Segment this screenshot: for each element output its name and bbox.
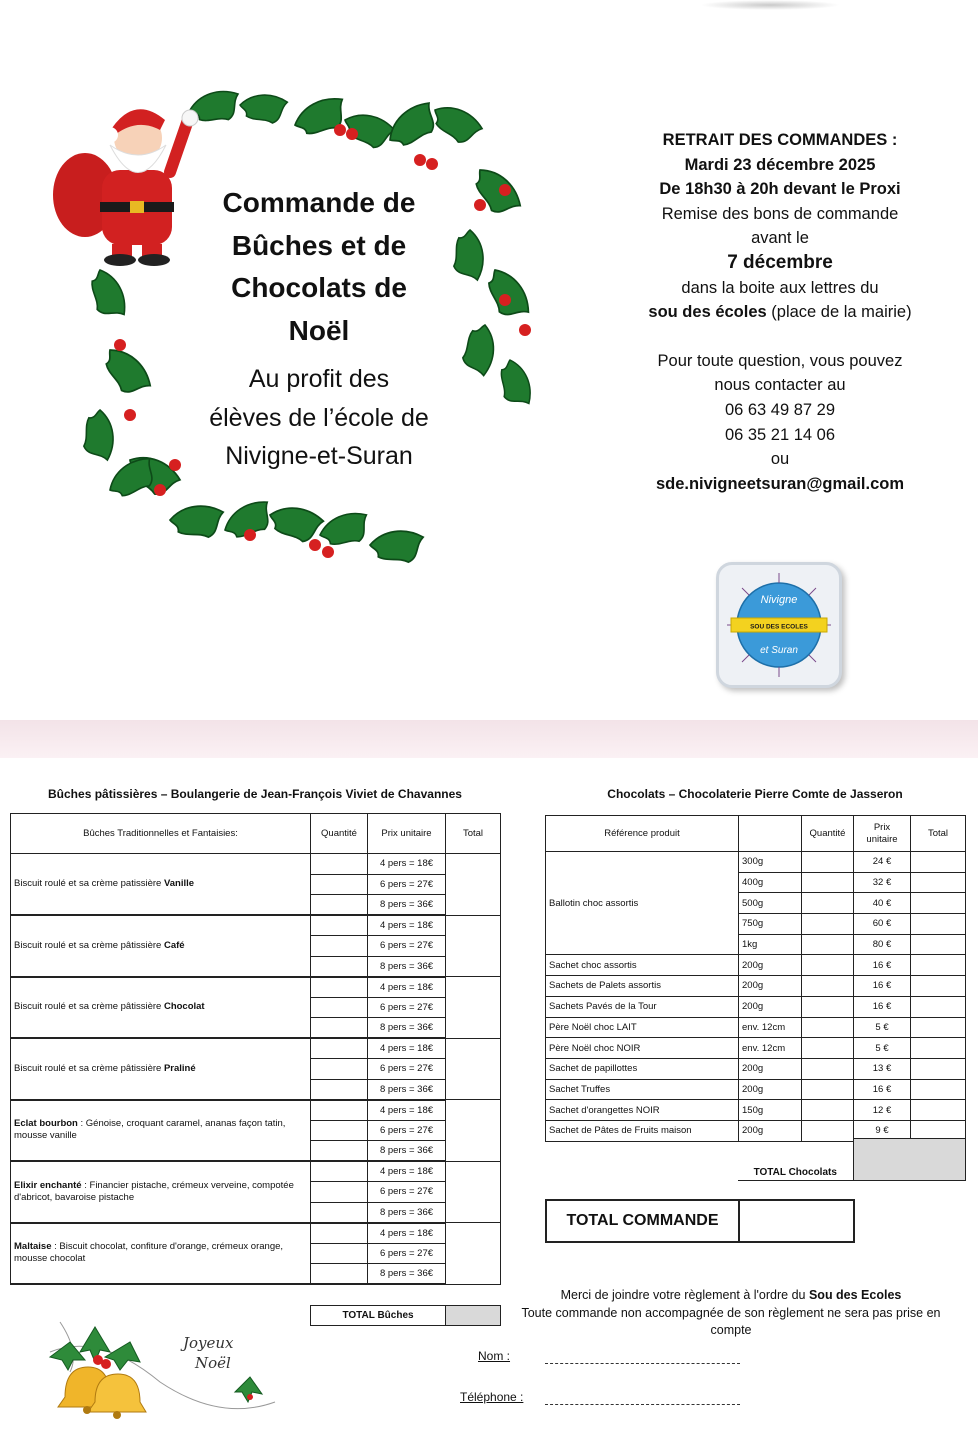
total-cell[interactable] — [911, 1100, 966, 1121]
unit-price: 32 € — [854, 872, 911, 893]
buche-prefix: Biscuit roulé et sa crème pâtissière — [14, 1062, 164, 1074]
buche-name — [11, 977, 311, 1039]
telephone-input[interactable] — [545, 1404, 740, 1405]
product-size: 200g — [739, 996, 802, 1017]
total-cell[interactable] — [911, 872, 966, 893]
quantity-cell[interactable] — [311, 1264, 368, 1285]
unit-price: 16 € — [854, 996, 911, 1017]
unit-price: 6 pers = 27€ — [368, 1059, 446, 1080]
buches-body — [11, 854, 501, 1285]
total-cell[interactable] — [911, 996, 966, 1017]
retrait-heading: RETRAIT DES COMMANDES : — [662, 131, 898, 149]
table-row — [11, 1161, 501, 1182]
unit-price: 80 € — [854, 934, 911, 955]
quantity-cell[interactable] — [311, 977, 368, 998]
table-row — [11, 1100, 501, 1121]
quantity-cell[interactable] — [311, 1120, 368, 1141]
sou-des-ecoles-logo — [716, 562, 842, 688]
unit-price: 12 € — [854, 1100, 911, 1121]
buche-desc: : Biscuit chocolat, confiture d'orange, crémeux orange, mousse chocolat — [14, 1241, 284, 1265]
retrait-time-place: De 18h30 à 20h devant le Proxi — [659, 180, 901, 199]
title-line: Chocolats de — [231, 272, 407, 303]
buche-prefix: Biscuit roulé et sa crème pâtissière — [14, 1001, 164, 1013]
logo-band-text: SOU DES ECOLES — [750, 623, 808, 631]
remise-text: avant le — [751, 229, 809, 248]
total-chocolats-cell[interactable] — [853, 1139, 965, 1181]
deadline-date: 7 décembre — [727, 251, 833, 273]
product-name: Sachet de papillottes — [546, 1058, 739, 1079]
page-shadow — [700, 0, 840, 10]
chocolats-table — [545, 815, 966, 1142]
logo-bottom-text: et Suran — [760, 645, 798, 656]
payment-text: Merci de joindre votre règlement à l'ordre du — [560, 1288, 809, 1302]
buche-bold: Chocolat — [163, 1001, 205, 1013]
total-cell[interactable] — [911, 1017, 966, 1038]
unit-price: 8 pers = 36€ — [368, 1141, 446, 1162]
buche-bold: Café — [163, 939, 185, 951]
header-buches: Bûches Traditionnelles et Fantaisies: — [11, 814, 311, 854]
table-row — [11, 915, 501, 936]
title-line: Bûches et de — [231, 229, 407, 261]
holly-branch-right — [451, 160, 531, 405]
total-cell[interactable] — [446, 977, 501, 1039]
total-chocolats-label: TOTAL Chocolats — [738, 1139, 853, 1181]
unit-price: 4 pers = 18€ — [368, 854, 446, 875]
unit-price: 4 pers = 18€ — [368, 1100, 446, 1121]
contact-email: sde.nivigneetsuran@gmail.com — [655, 474, 905, 493]
quantity-cell[interactable] — [311, 895, 368, 916]
table-row — [546, 1058, 966, 1079]
total-commande-label: TOTAL COMMANDE — [547, 1201, 740, 1241]
total-cell[interactable] — [911, 934, 966, 955]
product-size: 400g — [739, 872, 802, 893]
buches-table — [10, 813, 501, 1285]
quantity-cell[interactable] — [311, 1202, 368, 1223]
total-buches-label: TOTAL Bûches — [311, 1306, 446, 1326]
header-reference: Référence produit — [546, 816, 739, 852]
unit-price: 4 pers = 18€ — [368, 1161, 446, 1182]
christmas-bells-illustration — [40, 1312, 280, 1424]
product-size: 500g — [739, 893, 802, 914]
product-name: Sachets Pavés de la Tour — [546, 996, 739, 1017]
header-prix: Prix unitaire — [854, 816, 911, 852]
total-cell[interactable] — [911, 852, 966, 873]
product-name: Sachet de Pâtes de Fruits maison — [546, 1120, 739, 1141]
quantity-cell[interactable] — [802, 893, 854, 914]
unit-price: 4 pers = 18€ — [368, 977, 446, 998]
buche-name — [11, 854, 311, 916]
holly-branch-bottom — [168, 497, 424, 565]
product-name: Père Noël choc LAIT — [546, 1017, 739, 1038]
quantity-cell[interactable] — [802, 996, 854, 1017]
unit-price: 40 € — [854, 893, 911, 914]
quantity-cell[interactable] — [311, 1161, 368, 1182]
payment-note — [505, 1286, 957, 1339]
buche-bold: Eclat bourbon — [14, 1118, 78, 1130]
table-row — [11, 1038, 501, 1059]
unit-price: 60 € — [854, 914, 911, 935]
chocolats-total-table — [738, 1138, 966, 1181]
table-row — [11, 1223, 501, 1244]
boite-text: dans la boite aux lettres du — [681, 278, 879, 297]
title-line: Noël — [288, 314, 350, 346]
holly-branch-top — [190, 90, 484, 170]
quantity-cell[interactable] — [802, 955, 854, 976]
table-row — [546, 955, 966, 976]
quantity-cell[interactable] — [802, 976, 854, 997]
telephone-label: Téléphone : — [460, 1390, 524, 1404]
quantity-cell[interactable] — [311, 997, 368, 1018]
quantity-cell[interactable] — [802, 914, 854, 935]
quantity-cell[interactable] — [311, 1243, 368, 1264]
joyeux-noel-text — [183, 1333, 234, 1373]
unit-price: 5 € — [854, 1038, 911, 1059]
total-cell[interactable] — [911, 1079, 966, 1100]
buches-total-table — [310, 1305, 501, 1326]
buche-name — [11, 1038, 311, 1100]
remise-text: Remise des bons de commande — [661, 204, 899, 223]
noel-line: Noël — [195, 1354, 231, 1372]
buche-bold: Maltaise — [14, 1241, 52, 1253]
subtitle-line: élèves de l’école de — [209, 403, 429, 432]
buches-section-title: Bûches pâtissières – Boulangerie de Jean-François Viviet de Chavannes — [48, 787, 462, 801]
quantity-cell[interactable] — [311, 915, 368, 936]
product-size: 200g — [739, 976, 802, 997]
chocolats-section-title: Chocolats – Chocolaterie Pierre Comte de Jasseron — [607, 787, 903, 801]
unit-price: 8 pers = 36€ — [368, 1018, 446, 1039]
quantity-cell[interactable] — [311, 854, 368, 875]
quantity-cell[interactable] — [802, 1079, 854, 1100]
payment-payee: Sou des Ecoles — [808, 1288, 902, 1302]
total-cell[interactable] — [911, 1058, 966, 1079]
nom-input[interactable] — [545, 1363, 740, 1364]
sou-location — [630, 300, 930, 325]
total-cell[interactable] — [446, 1100, 501, 1162]
total-cell[interactable] — [446, 915, 501, 977]
subtitle-line: Nivigne-et-Suran — [225, 442, 413, 470]
quantity-cell[interactable] — [802, 872, 854, 893]
santa-claus-icon — [53, 109, 198, 266]
sou-place: (place de la mairie) — [766, 303, 912, 322]
product-size: 1kg — [739, 934, 802, 955]
unit-price: 6 pers = 27€ — [368, 1182, 446, 1203]
unit-price: 4 pers = 18€ — [368, 915, 446, 936]
buche-prefix: Biscuit roulé et sa crème pâtissière — [14, 939, 164, 951]
table-row — [11, 977, 501, 998]
header-quantite: Quantité — [802, 816, 854, 852]
unit-price: 13 € — [854, 1058, 911, 1079]
header-quantite: Quantité — [311, 814, 368, 854]
product-name: Père Noël choc NOIR — [546, 1038, 739, 1059]
payment-warning: Toute commande non accompagnée de son règlement ne sera pas prise en compte — [521, 1306, 941, 1337]
flyer-title — [190, 182, 448, 352]
unit-price: 24 € — [854, 852, 911, 873]
unit-price: 4 pers = 18€ — [368, 1038, 446, 1059]
header-poids — [739, 816, 802, 852]
logo-top-text: Nivigne — [760, 594, 798, 606]
logo-emblem-icon — [719, 565, 839, 685]
table-row — [546, 1017, 966, 1038]
buche-bold: Vanille — [163, 878, 195, 889]
buche-prefix: Biscuit roulé et sa crème patissière — [14, 878, 164, 889]
contact-or: ou — [770, 450, 790, 469]
flyer-subtitle — [178, 360, 460, 476]
unit-price: 4 pers = 18€ — [368, 1223, 446, 1244]
table-row — [546, 852, 966, 873]
product-name: Sachets de Palets assortis — [546, 976, 739, 997]
product-size: 200g — [739, 955, 802, 976]
buche-name — [11, 1100, 311, 1162]
nom-label: Nom : — [478, 1349, 511, 1363]
holly-branch-left — [81, 267, 181, 502]
product-size: 150g — [739, 1100, 802, 1121]
unit-price: 8 pers = 36€ — [368, 956, 446, 977]
quantity-cell[interactable] — [311, 1038, 368, 1059]
total-cell[interactable] — [911, 976, 966, 997]
total-cell[interactable] — [911, 893, 966, 914]
buche-bold: Elixir enchanté — [14, 1179, 82, 1191]
unit-price: 16 € — [854, 1079, 911, 1100]
phone-number: 06 35 21 14 06 — [724, 425, 836, 444]
unit-price: 16 € — [854, 955, 911, 976]
unit-price: 8 pers = 36€ — [368, 895, 446, 916]
unit-price: 9 € — [854, 1120, 911, 1141]
product-size: env. 12cm — [739, 1017, 802, 1038]
buche-desc: : Génoise, croquant caramel, ananas façon tatin, mousse vanille — [14, 1118, 286, 1142]
chocolats-body — [546, 852, 966, 1142]
total-cell[interactable] — [446, 1161, 501, 1223]
total-commande-box — [545, 1199, 855, 1243]
header-prix: Prix unitaire — [368, 814, 446, 854]
table-row — [546, 1038, 966, 1059]
quantity-cell[interactable] — [802, 1058, 854, 1079]
retrait-info — [630, 128, 930, 496]
subtitle-line: Au profit des — [248, 365, 390, 393]
buche-name — [11, 915, 311, 977]
unit-price: 8 pers = 36€ — [368, 1264, 446, 1285]
buches-header-row — [11, 814, 501, 854]
product-size: 300g — [739, 852, 802, 873]
header-total: Total — [446, 814, 501, 854]
unit-price: 16 € — [854, 976, 911, 997]
quantity-cell[interactable] — [802, 1017, 854, 1038]
header-total: Total — [911, 816, 966, 852]
quantity-cell[interactable] — [802, 1100, 854, 1121]
unit-price: 6 pers = 27€ — [368, 1243, 446, 1264]
contact-text: Pour toute question, vous pouvez — [657, 351, 903, 370]
unit-price: 6 pers = 27€ — [368, 936, 446, 957]
unit-price: 8 pers = 36€ — [368, 1202, 446, 1223]
table-row — [546, 1079, 966, 1100]
quantity-cell[interactable] — [311, 1141, 368, 1162]
retrait-date: Mardi 23 décembre 2025 — [684, 155, 876, 174]
product-size: 200g — [739, 1079, 802, 1100]
product-name: Sachet d'orangettes NOIR — [546, 1100, 739, 1121]
product-size: 750g — [739, 914, 802, 935]
quantity-cell[interactable] — [311, 1223, 368, 1244]
page-separator — [0, 720, 978, 758]
quantity-cell[interactable] — [311, 956, 368, 977]
product-size: env. 12cm — [739, 1038, 802, 1059]
quantity-cell[interactable] — [802, 934, 854, 955]
quantity-cell[interactable] — [802, 1038, 854, 1059]
payment-line — [505, 1286, 957, 1305]
quantity-cell[interactable] — [311, 1059, 368, 1080]
total-commande-cell[interactable] — [742, 1201, 853, 1241]
unit-price: 6 pers = 27€ — [368, 1120, 446, 1141]
joyeux-line: Joyeux — [183, 1334, 234, 1352]
total-cell[interactable] — [446, 1038, 501, 1100]
quantity-cell[interactable] — [311, 1079, 368, 1100]
product-size: 200g — [739, 1120, 802, 1141]
unit-price: 6 pers = 27€ — [368, 997, 446, 1018]
chocolats-header-row — [546, 816, 966, 852]
table-row — [546, 996, 966, 1017]
buche-name — [11, 1161, 311, 1223]
quantity-cell[interactable] — [802, 852, 854, 873]
buche-name — [11, 1223, 311, 1285]
product-name: Sachet Truffes — [546, 1079, 739, 1100]
total-cell[interactable] — [911, 1038, 966, 1059]
product-name: Sachet choc assortis — [546, 955, 739, 976]
table-row — [11, 854, 501, 875]
product-size: 200g — [739, 1058, 802, 1079]
phone-number: 06 63 49 87 29 — [724, 400, 836, 419]
contact-text: nous contacter au — [714, 376, 846, 395]
unit-price: 6 pers = 27€ — [368, 874, 446, 895]
quantity-cell[interactable] — [311, 936, 368, 957]
unit-price: 5 € — [854, 1017, 911, 1038]
quantity-cell[interactable] — [311, 1182, 368, 1203]
total-cell[interactable] — [911, 914, 966, 935]
quantity-cell[interactable] — [311, 874, 368, 895]
sou-name: sou des écoles — [648, 303, 767, 322]
total-buches-cell[interactable] — [446, 1306, 501, 1326]
unit-price: 8 pers = 36€ — [368, 1079, 446, 1100]
product-name: Ballotin choc assortis — [546, 852, 739, 955]
table-row — [546, 976, 966, 997]
total-cell[interactable] — [446, 1223, 501, 1285]
total-cell[interactable] — [911, 955, 966, 976]
quantity-cell[interactable] — [311, 1100, 368, 1121]
total-cell[interactable] — [446, 854, 501, 916]
buche-bold: Praliné — [163, 1062, 196, 1074]
table-row — [546, 1100, 966, 1121]
quantity-cell[interactable] — [311, 1018, 368, 1039]
buche-desc: : Financier pistache, crémeux verveine, compotée d'abricot, bavaroise pistache — [14, 1179, 294, 1203]
title-line: Commande de — [222, 187, 416, 218]
